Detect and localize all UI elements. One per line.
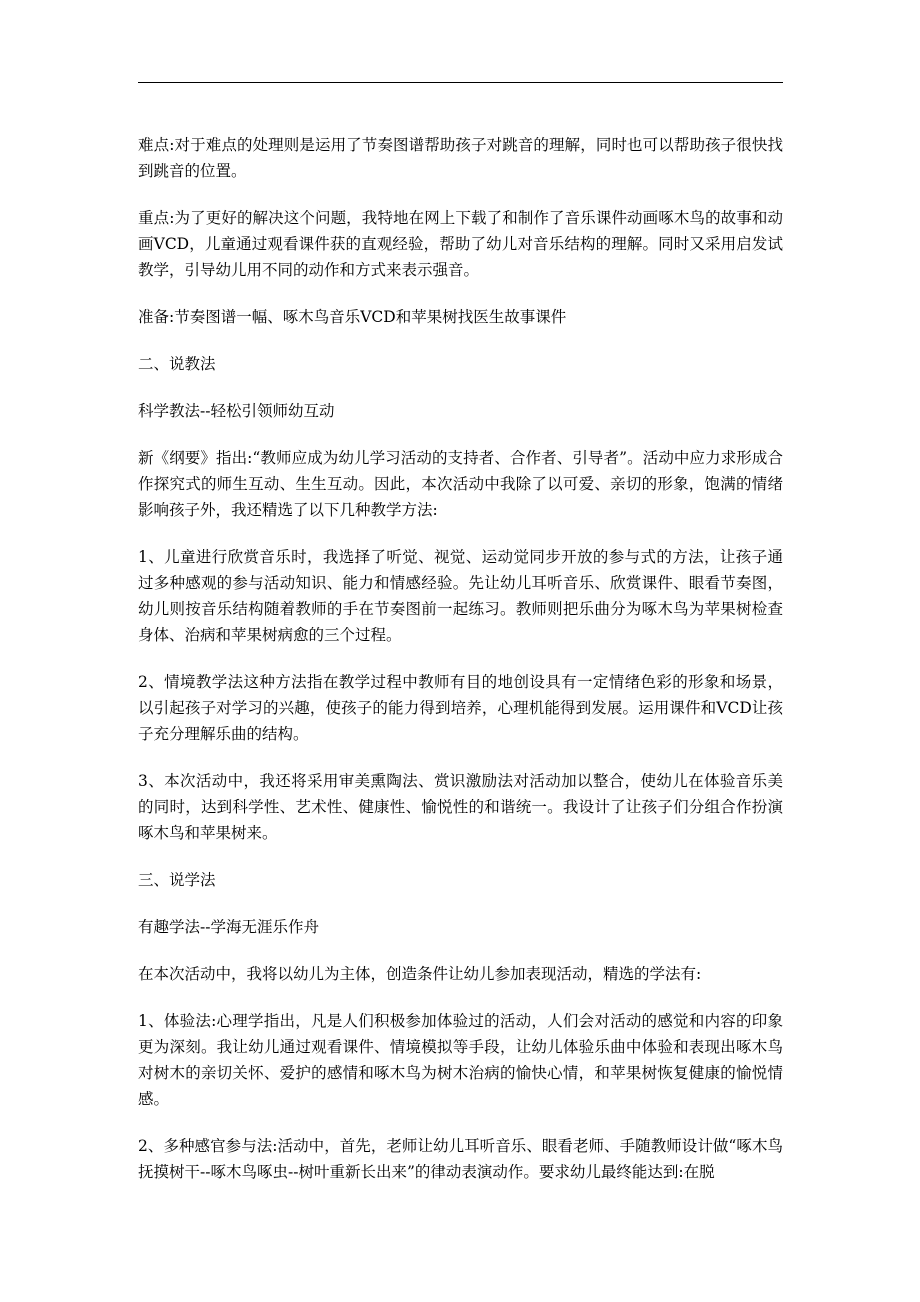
- paragraph-learning-intro: 在本次活动中，我将以幼儿为主体，创造条件让幼儿参加表现活动，精选的学法有:: [138, 965, 702, 983]
- paragraph-method-2: 2、情境教学法这种方法指在教学过程中教师有目的地创设具有一定情绪色彩的形象和场景，以引起孩子对学习的兴趣，使孩子的能力得到培养，心理机能得到发展。运用课件和VCD让孩子充分理解乐曲的结构。: [138, 673, 783, 743]
- subheading-teaching-method: 科学教法--轻松引领师幼互动: [138, 402, 335, 420]
- paragraph-learning-2: 2、多种感官参与法:活动中，首先，老师让幼儿耳听音乐、眼看老师、手随教师设计做“啄木鸟抚摸树干--啄木鸟啄虫--树叶重新长出来”的律动表演动作。要求幼儿最终能达到:在脱: [138, 1137, 783, 1181]
- paragraph-learning-1: 1、体验法:心理学指出，凡是人们积极参加体验过的活动，人们会对活动的感觉和内容的印象更为深刻。我让幼儿通过观看课件、情境模拟等手段，让幼儿体验乐曲中体验和表现出啄木鸟对树木的亲切关怀、爱护的感情和啄木鸟为树木治病的愉快心情，和苹果树恢复健康的愉悦情感。: [138, 1012, 783, 1108]
- document-body: [138, 132, 783, 1206]
- subheading-learning-method: 有趣学法--学海无涯乐作舟: [138, 918, 319, 936]
- section-heading-learning-method: 三、说学法: [138, 871, 216, 889]
- paragraph-difficulty: 难点:对于难点的处理则是运用了节奏图谱帮助孩子对跳音的理解，同时也可以帮助孩子很快找到跳音的位置。: [138, 136, 783, 180]
- paragraph-method-3: 3、本次活动中，我还将采用审美熏陶法、赏识激励法对活动加以整合，使幼儿在体验音乐美的同时，达到科学性、艺术性、健康性、愉悦性的和谐统一。我设计了让孩子们分组合作扮演啄木鸟和苹果树来。: [138, 772, 783, 842]
- paragraph-preparation: 准备:节奏图谱一幅、啄木鸟音乐VCD和苹果树找医生故事课件: [138, 308, 567, 326]
- paragraph-outline-quote: 新《纲要》指出:“教师应成为幼儿学习活动的支持者、合作者、引导者”。活动中应力求形成合作探究式的师生互动、生生互动。因此，本次活动中我除了以可爱、亲切的形象，饱满的情绪影响孩子外，我还精选了以下几种教学方法:: [138, 449, 783, 519]
- paragraph-key-point: 重点:为了更好的解决这个问题，我特地在网上下载了和制作了音乐课件动画啄木鸟的故事和动画VCD，儿童通过观看课件获的直观经验，帮助了幼儿对音乐结构的理解。同时又采用启发试教学，引导幼儿用不同的动作和方式来表示强音。: [138, 209, 783, 279]
- header-rule: [138, 82, 783, 83]
- section-heading-teaching-method: 二、说教法: [138, 355, 216, 373]
- paragraph-method-1: 1、儿童进行欣赏音乐时，我选择了听觉、视觉、运动觉同步开放的参与式的方法，让孩子通过多种感观的参与活动知识、能力和情感经验。先让幼儿耳听音乐、欣赏课件、眼看节奏图，幼儿则按音乐结构随着教师的手在节奏图前一起练习。教师则把乐曲分为啄木鸟为苹果树检查身体、治病和苹果树病愈的三个过程。: [138, 548, 783, 644]
